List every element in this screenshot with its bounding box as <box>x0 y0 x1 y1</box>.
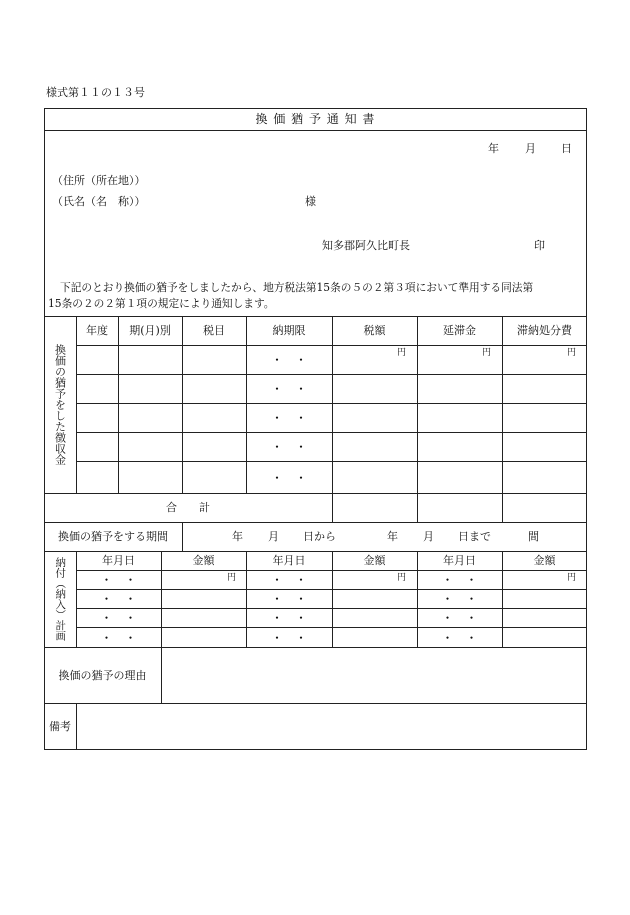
header-late-fee: 延滞金 <box>443 324 476 337</box>
date-year-label: 年 <box>488 142 499 155</box>
plan-date-field[interactable]: ・ ・ <box>441 630 478 645</box>
remarks-label: 備考 <box>49 720 71 733</box>
header-disposal-fee: 滞納処分費 <box>517 324 572 337</box>
due-date-field[interactable]: ・ ・ <box>270 470 307 485</box>
period-to-year: 年 <box>387 530 398 543</box>
issuer-name: 知多郡阿久比町長 <box>322 239 410 252</box>
plan-header-amount: 金額 <box>533 554 556 567</box>
due-date-field[interactable]: ・ ・ <box>270 353 307 367</box>
remarks-field[interactable] <box>77 704 586 749</box>
header-due-date: 納期限 <box>272 324 306 337</box>
plan-date-field[interactable]: ・ ・ <box>441 592 478 606</box>
due-date-field[interactable]: ・ ・ <box>270 382 307 396</box>
plan-date-field[interactable]: ・ ・ <box>100 611 137 625</box>
yen-mark: 円 <box>397 348 407 358</box>
reason-label: 換価の猶予の理由 <box>58 668 147 682</box>
plan-date-field[interactable]: ・ ・ <box>100 592 137 606</box>
header-tax-amount: 税額 <box>363 324 386 337</box>
sama-label: 様 <box>305 195 316 208</box>
header-tax-item: 税目 <box>203 324 225 337</box>
plan-date-field[interactable]: ・ ・ <box>270 611 307 625</box>
address-label: （住所（所在地）） <box>52 174 146 187</box>
plan-date-field[interactable]: ・ ・ <box>100 573 137 587</box>
plan-date-field[interactable]: ・ ・ <box>100 630 137 645</box>
plan-header-amount: 金額 <box>192 554 215 567</box>
yen-mark: 円 <box>482 348 492 358</box>
period-to-month: 月 <box>423 530 434 543</box>
plan-header-date: 年月日 <box>443 554 476 567</box>
due-date-field[interactable]: ・ ・ <box>270 411 307 425</box>
plan-date-field[interactable]: ・ ・ <box>441 611 478 625</box>
reason-field[interactable] <box>162 648 586 702</box>
seal-mark: 印 <box>534 239 545 252</box>
payment-plan-side-label: 納付（納入）計画 <box>54 557 67 641</box>
yen-mark: 円 <box>397 573 407 583</box>
due-date-field[interactable]: ・ ・ <box>270 440 307 454</box>
period-from-year: 年 <box>232 530 243 543</box>
collection-side-label: 換価の猶予をした徴収金 <box>53 344 67 465</box>
plan-header-amount: 金額 <box>363 554 386 567</box>
yen-mark: 円 <box>567 573 577 583</box>
body-text-line-2: 15条の２の２第１項の規定により通知します。 <box>48 297 275 310</box>
plan-date-field[interactable]: ・ ・ <box>270 592 307 606</box>
yen-mark: 円 <box>227 573 237 583</box>
header-period: 期(月)別 <box>129 324 171 337</box>
plan-header-date: 年月日 <box>102 554 135 567</box>
yen-mark: 円 <box>567 348 577 358</box>
plan-header-date: 年月日 <box>272 554 306 567</box>
plan-date-field[interactable]: ・ ・ <box>441 573 478 587</box>
header-fiscal-year: 年度 <box>86 324 108 337</box>
date-day-label: 日 <box>561 142 572 155</box>
period-from-month: 月 <box>268 530 279 543</box>
period-to-day: 日まで <box>458 530 491 543</box>
form-number: 様式第１１の１３号 <box>46 86 145 99</box>
plan-date-field[interactable]: ・ ・ <box>270 573 307 587</box>
plan-date-field[interactable]: ・ ・ <box>270 630 307 645</box>
period-label: 換価の猶予をする期間 <box>58 530 168 543</box>
body-text-line-1: 下記のとおり換価の猶予をしましたから、地方税法第15条の５の２第３項において準用する同法第 <box>60 281 534 294</box>
total-label: 合 計 <box>166 501 210 514</box>
form-title: 換 価 猶 予 通 知 書 <box>255 112 376 126</box>
period-duration: 間 <box>528 530 539 543</box>
name-label: （氏名（名 称）） <box>52 195 146 208</box>
date-month-label: 月 <box>525 142 536 155</box>
period-from-day: 日から <box>303 530 336 543</box>
